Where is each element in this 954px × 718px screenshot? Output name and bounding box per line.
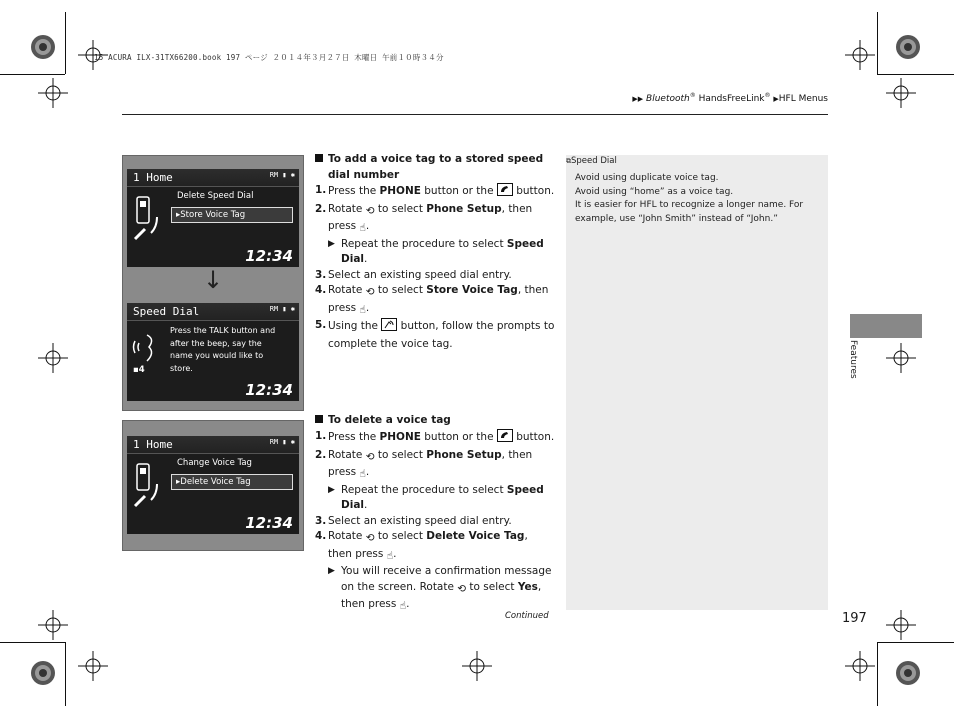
step-1: 1. Press the PHONE button or the button.	[315, 429, 555, 448]
press-knob-icon: ☝	[359, 303, 366, 316]
speed-dial-badge: ▪4	[133, 365, 145, 375]
press-knob-icon: ☝	[359, 222, 366, 234]
section-tab-label: Features	[848, 340, 858, 379]
display-screen-home	[127, 169, 299, 267]
press-knob-icon: ☝	[399, 600, 407, 612]
crop-line	[65, 642, 66, 706]
menu-item-store-voice-tag: ▸Store Voice Tag	[171, 207, 293, 223]
crop-line	[0, 74, 65, 75]
step-1: 1. Press the PHONE button or the button.	[315, 183, 555, 202]
delete-voice-tag-steps: 1. Press the PHONE button or the button. 2. Rotate ⟲ to select Phone Setup, then press ☝. ▶ Repeat the procedure to select Speed Dial. 3. Select an existing speed dial entry. 4. Rotate ⟲ to select Delete Voice Tag, then press ☝. ▶ You will receive a confirmation message on the screen. Rotate ⟲ to select Yes, then press ☝.	[315, 429, 555, 615]
rotate-knob-icon: ⟲	[365, 204, 375, 217]
menu-item-change-voice-tag: Change Voice Tag	[177, 458, 252, 468]
phone-button-icon	[497, 429, 513, 448]
crop-line	[0, 642, 65, 643]
voice-speaking-icon	[131, 331, 161, 365]
section-tab	[850, 314, 922, 338]
crosshair-top-left	[38, 78, 68, 108]
rotate-knob-icon: ⟲	[365, 286, 375, 298]
reference-arrow-icon: ⧉	[566, 157, 571, 165]
continued-label: Continued	[505, 611, 549, 621]
phone-handset-icon	[131, 460, 163, 510]
breadcrumb-arrow-icon: ▶	[773, 95, 779, 103]
step-2-note: ▶ Repeat the procedure to select Speed	[328, 237, 544, 250]
crosshair-top-center	[78, 40, 108, 70]
screen-clock: 12:34	[245, 381, 293, 399]
crop-line	[877, 642, 878, 706]
crop-line	[877, 74, 954, 75]
crosshair-bottom-center	[462, 651, 492, 681]
signal-status-icon: RM ▮ ✱	[269, 305, 295, 313]
delete-voice-tag-heading: To delete a voice tag	[315, 413, 451, 429]
screen-prompt-message: Press the TALK button and after the beep, say the name you would like to store.	[170, 326, 276, 373]
step-2-note: ▶ Repeat the procedure to select Speed	[328, 483, 544, 496]
menu-item-delete-voice-tag: ▸Delete Voice Tag	[171, 474, 293, 490]
crosshair-bottom-right	[886, 610, 916, 640]
crosshair-mid-left	[38, 343, 68, 373]
rotate-knob-icon: ⟲	[365, 450, 375, 463]
registration-mark-bottom-right	[893, 658, 923, 688]
registration-mark-top-left	[28, 32, 58, 62]
signal-status-icon: RM ▮ ✱	[269, 438, 295, 446]
crosshair-bottom-center-right	[845, 651, 875, 681]
phone-handset-icon	[131, 193, 163, 243]
down-arrow-icon: ↓	[203, 266, 224, 294]
screen-clock: 12:34	[245, 247, 293, 265]
display-screen-home-delete	[127, 436, 299, 534]
page-number: 197	[842, 611, 867, 626]
step-4: 4. Rotate ⟲ to select Store Voice Tag, then	[315, 283, 555, 301]
screen-title-bar	[127, 436, 299, 454]
side-note-heading: ⧉Speed Dial	[566, 156, 617, 166]
add-voice-tag-steps: 1. Press the PHONE button or the button. 2. Rotate ⟲ to select Phone Setup, then press ☝. ▶ Repeat the procedure to select Speed Dial. 3. Select an existing speed dial entry. 4. Rotate ⟲ to select Store Voice Tag, then press ☝. 5. Using the button, follow the prompts to complete the voice tag.	[315, 184, 555, 350]
screen-title: 1 Home	[133, 171, 173, 184]
rotate-knob-icon: ⟲	[457, 582, 467, 595]
signal-status-icon: RM ▮ ✱	[269, 171, 295, 179]
crop-line	[877, 642, 954, 643]
press-knob-icon: ☝	[386, 549, 394, 562]
display-screen-speed-dial	[127, 303, 299, 401]
step-3: 3. Select an existing speed dial entry.	[315, 514, 512, 527]
screen-title: Speed Dial	[133, 305, 200, 318]
side-note-body: Avoid using duplicate voice tag. Avoid using “home” as a voice tag. It is easier for HFL to recognize a longer name. For example, use “John Smith” instead of “John.”	[575, 173, 804, 224]
step-4-note: ▶ You will receive a confirmation message	[328, 565, 552, 577]
step-2: 2. Rotate ⟲ to select Phone Setup, then	[315, 202, 555, 220]
crop-line	[65, 12, 66, 74]
rotate-knob-icon: ⟲	[365, 532, 375, 544]
registration-mark-bottom-left	[28, 658, 58, 688]
add-voice-tag-heading: To add a voice tag to a stored speed dial number	[315, 152, 543, 183]
breadcrumb-bluetooth: Bluetooth	[646, 94, 690, 104]
header-rule	[122, 114, 828, 115]
menu-item-delete-speed-dial: Delete Speed Dial	[177, 191, 254, 201]
crosshair-bottom-center-left	[78, 651, 108, 681]
step-5: 5. Using the button, follow the prompts to	[315, 318, 555, 337]
phone-button-icon	[497, 183, 513, 202]
screen-title: 1 Home	[133, 438, 173, 451]
breadcrumb-current: HFL Menus	[778, 94, 828, 104]
breadcrumb-arrow-icon: ▶▶	[632, 95, 644, 103]
breadcrumb: ▶▶ Bluetooth® HandsFreeLink® ▶HFL Menus	[632, 92, 828, 104]
crosshair-top-center-right	[845, 40, 875, 70]
talk-button-icon	[381, 318, 397, 337]
screen-clock: 12:34	[245, 514, 293, 532]
printer-slug: 15 ACURA ILX-31TX66200.book 197 ページ ２０１４年３月２７日 木曜日 午前１０時３４分	[94, 53, 444, 62]
press-knob-icon: ☝	[359, 468, 366, 480]
crosshair-mid-right	[886, 343, 916, 373]
crop-line	[877, 12, 878, 74]
crosshair-bottom-left	[38, 610, 68, 640]
step-4: 4. Rotate ⟲ to select Delete Voice Tag,	[315, 529, 555, 547]
step-3: 3. Select an existing speed dial entry.	[315, 268, 512, 281]
crosshair-top-right	[886, 78, 916, 108]
step-2: 2. Rotate ⟲ to select Phone Setup, then	[315, 448, 555, 466]
registration-mark-top-right	[893, 32, 923, 62]
screen-title-bar	[127, 169, 299, 187]
screen-title-bar	[127, 303, 299, 321]
